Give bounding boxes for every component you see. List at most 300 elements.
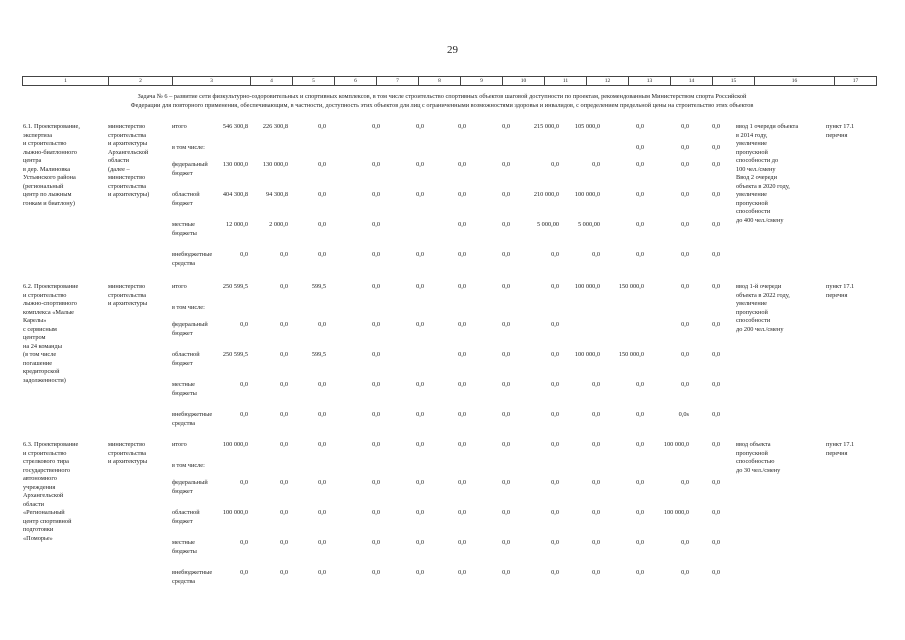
funding-value: 0,0: [458, 123, 466, 130]
funding-value: 599,5: [311, 351, 326, 358]
activity-name-line: центр по лыжным: [23, 191, 72, 198]
activity-name-line: центром: [23, 334, 46, 341]
funding-value: 105 000,0: [574, 123, 600, 130]
funding-value: 0,0: [592, 539, 600, 546]
funding-value: 12 000,0: [225, 221, 248, 228]
funding-source-label: внебюджетные: [172, 411, 213, 418]
funding-value: 0,0: [592, 251, 600, 258]
funding-value: 0,0: [592, 441, 600, 448]
expected-result-line: 100 чел./смену: [736, 165, 776, 173]
funding-value: 0,0: [416, 569, 424, 576]
funding-value: 0,0: [636, 441, 644, 448]
activity-name-line: центр спортивной: [23, 517, 72, 525]
funding-value: 0,0: [502, 161, 510, 168]
activity-name-line: в дер. Малиновка: [23, 165, 71, 173]
funding-value: 404 300,8: [222, 191, 248, 198]
column-number-header: [22, 76, 877, 86]
funding-source-label: бюджет: [172, 517, 193, 525]
executor-line: и архитектуры: [108, 300, 148, 307]
reference-line: перечня: [826, 291, 848, 299]
expected-result-line: пропускной: [736, 199, 768, 207]
funding-value: 130 000,0: [262, 161, 288, 168]
funding-value: 150 000,0: [618, 283, 644, 290]
activity-name-line: и строительство: [23, 140, 67, 147]
funding-value: 0,0: [712, 569, 720, 576]
funding-value: 0,0: [372, 441, 380, 448]
funding-value: 0,0: [372, 381, 380, 388]
funding-value: 0,0: [592, 479, 600, 486]
page-number: 29: [447, 44, 458, 56]
funding-value: 0,0: [712, 283, 720, 290]
funding-value: 0,0: [372, 283, 380, 290]
funding-value: 0,0: [240, 381, 248, 388]
funding-value: 0,0: [551, 381, 559, 388]
funding-value: 0,0: [458, 441, 466, 448]
expected-result-line: объекта в 2022 году,: [736, 291, 790, 299]
funding-value: 0,0: [502, 351, 510, 358]
executor-line: Архангельской: [108, 148, 149, 156]
funding-value: 0,0: [681, 479, 689, 486]
funding-source-label: бюджеты: [172, 229, 197, 237]
task-line: Задача № 6 – развитие сети физкультурно-оздоровительных и спортивных комплексов, в том числе строительство спортивных объектов шаговой доступности по проектам, рекомендованным Министерством спорта Российской: [137, 93, 747, 100]
expected-result-line: способности до: [736, 157, 779, 164]
funding-value: 0,0: [551, 479, 559, 486]
expected-result-line: объекта в 2020 году,: [736, 182, 790, 190]
funding-value: 0,0: [372, 221, 380, 228]
funding-value: 130 000,0: [222, 161, 248, 168]
column-number-12: 12: [587, 77, 629, 86]
funding-value: 250 599,5: [222, 283, 248, 290]
funding-source-label: областной: [172, 351, 200, 358]
task-line: Федерации для повторного применения, обеспечивающим, в частности, доступность этих объектов для лиц с ограниченными возможностями здоровья и инвалидов, с определением предельной цены на строительство этих объектов: [130, 102, 754, 109]
funding-value: 0,0: [681, 251, 689, 258]
activity-name-line: экспертиза: [23, 131, 53, 139]
funding-value: 150 000,0: [618, 351, 644, 358]
funding-value: 100 000,0: [222, 441, 248, 448]
column-number-5: 5: [293, 77, 335, 86]
executor-line: строительства: [108, 291, 147, 299]
funding-value: 226 300,8: [262, 123, 288, 130]
funding-value: 0,0: [681, 144, 689, 151]
expected-result-line: способности: [736, 208, 771, 215]
funding-value: 0,0: [712, 161, 720, 168]
activity-name-line: центра: [23, 157, 42, 164]
funding-source-label: итого: [172, 441, 187, 448]
funding-value: 0,0: [502, 539, 510, 546]
funding-value: 0,0: [592, 509, 600, 516]
column-number-7: 7: [377, 77, 419, 86]
funding-value: 0,0: [372, 569, 380, 576]
expected-result-line: ввод объекта: [736, 441, 771, 448]
funding-value: 0,0: [372, 351, 380, 358]
column-number-2: 2: [109, 77, 173, 86]
activity-name-line: «Региональный: [23, 509, 65, 516]
reference-line: перечня: [826, 449, 848, 457]
funding-value: 0,0: [636, 144, 644, 151]
funding-value: 0,0: [458, 161, 466, 168]
activity-name-line: и строительство: [23, 291, 67, 299]
funding-value: 0,0: [416, 123, 424, 130]
expected-result-line: ввод 1 очереди объекта: [736, 123, 799, 130]
column-number-1: 1: [23, 77, 109, 86]
funding-value: 250 599,5: [222, 351, 248, 358]
funding-value: 0,0: [318, 123, 326, 130]
funding-value: 100 000,0: [663, 441, 689, 448]
funding-source-label: в том числе:: [172, 144, 205, 151]
funding-value: 0,0: [318, 411, 326, 418]
funding-value: 100 000,0: [574, 283, 600, 290]
funding-value: 0,0: [636, 569, 644, 576]
funding-value: 0,0: [372, 123, 380, 130]
funding-value: 0,0: [318, 161, 326, 168]
funding-value: 0,0: [318, 221, 326, 228]
expected-result-line: до 400 чел./смену: [736, 216, 784, 224]
funding-value: 0,0: [318, 321, 326, 328]
funding-source-label: средства: [172, 419, 196, 427]
funding-value: 0,0: [372, 539, 380, 546]
funding-value: 0,0: [458, 351, 466, 358]
expected-result-line: увеличение: [736, 140, 767, 147]
funding-value: 0,0: [502, 441, 510, 448]
activity-name-line: с сервисным: [23, 325, 57, 333]
funding-value: 546 300,8: [222, 123, 248, 130]
funding-value: 0,0: [681, 283, 689, 290]
reference-line: перечня: [826, 131, 848, 139]
funding-value: 0,0: [502, 479, 510, 486]
funding-value: 0,0: [458, 479, 466, 486]
funding-source-label: областной: [172, 509, 200, 516]
column-number-16: 16: [755, 77, 835, 86]
funding-source-label: местные: [172, 539, 195, 546]
executor-line: строительства: [108, 182, 147, 190]
funding-value: 0,0: [592, 161, 600, 168]
funding-value: 0,0: [416, 381, 424, 388]
funding-value: 0,0: [372, 321, 380, 328]
executor-line: и архитектуры: [108, 458, 148, 465]
funding-value: 0,0: [712, 123, 720, 130]
funding-value: 0,0: [240, 569, 248, 576]
funding-value: 0,0: [458, 381, 466, 388]
funding-value: 0,0: [636, 221, 644, 228]
funding-value: 0,0: [280, 381, 288, 388]
activity-name-line: комплекса «Малые: [23, 308, 74, 316]
funding-value: 0,0: [280, 283, 288, 290]
activity-name-line: 6.1. Проектирование,: [23, 123, 80, 130]
funding-value: 0,0: [280, 351, 288, 358]
funding-value: 0,0: [551, 161, 559, 168]
executor-line: строительства: [108, 131, 147, 139]
funding-value: 0,0: [712, 441, 720, 448]
funding-value: 0,0: [551, 569, 559, 576]
funding-value: 0,0: [712, 191, 720, 198]
column-number-13: 13: [629, 77, 671, 86]
funding-value: 0,0: [372, 509, 380, 516]
funding-value: 0,0: [681, 221, 689, 228]
funding-source-label: бюджеты: [172, 389, 197, 397]
funding-value: 0,0: [636, 123, 644, 130]
funding-value: 0,0: [681, 381, 689, 388]
funding-value: 0,0: [712, 351, 720, 358]
funding-value: 0,0: [318, 441, 326, 448]
funding-value: 0,0: [551, 411, 559, 418]
funding-value: 0,0: [458, 569, 466, 576]
funding-value: 0,0: [502, 191, 510, 198]
funding-value: 0,0: [681, 161, 689, 168]
funding-value: 0,0: [712, 381, 720, 388]
activity-name-line: (региональный: [23, 182, 64, 190]
expected-result-line: в 2014 году,: [736, 131, 768, 139]
activity-name-line: на 24 команды: [23, 342, 62, 350]
funding-value: 0,0: [712, 509, 720, 516]
funding-value: 0,0: [280, 441, 288, 448]
funding-value: 0,0: [416, 479, 424, 486]
funding-value: 0,0: [712, 144, 720, 151]
funding-value: 0,0: [416, 441, 424, 448]
funding-value: 0,0: [318, 569, 326, 576]
funding-value: 0,0: [636, 539, 644, 546]
funding-value: 0,0: [636, 251, 644, 258]
funding-value: 0,0: [280, 569, 288, 576]
funding-source-label: в том числе:: [172, 304, 205, 311]
funding-source-label: областной: [172, 191, 200, 198]
funding-value: 100 000,0: [574, 191, 600, 198]
funding-value: 0,0: [458, 251, 466, 258]
funding-value: 0,0: [551, 539, 559, 546]
funding-value: 94 300,8: [265, 191, 288, 198]
funding-value: 0,0: [502, 411, 510, 418]
funding-value: 0,0: [240, 411, 248, 418]
column-number-14: 14: [671, 77, 713, 86]
funding-value: 0,0: [712, 251, 720, 258]
executor-line: строительства: [108, 449, 147, 457]
funding-value: 0,0: [458, 283, 466, 290]
funding-value: 0,0: [318, 251, 326, 258]
expected-result-line: до 30 чел./смену: [736, 466, 781, 474]
funding-value: 0,0: [416, 539, 424, 546]
funding-value: 0,0: [372, 251, 380, 258]
expected-result-line: способности: [736, 317, 771, 324]
funding-value: 0,0: [636, 411, 644, 418]
funding-value: 0,0: [240, 479, 248, 486]
funding-source-label: бюджет: [172, 199, 193, 207]
funding-value: 0,0: [416, 191, 424, 198]
executor-line: министерство: [108, 174, 146, 181]
funding-source-label: бюджет: [172, 487, 193, 495]
funding-value: 0,0: [681, 321, 689, 328]
funding-value: 0,0: [712, 221, 720, 228]
executor-line: (далее –: [108, 165, 130, 173]
funding-value: 0,0: [681, 539, 689, 546]
funding-value: 0,0: [318, 509, 326, 516]
funding-value: 0,0: [458, 411, 466, 418]
funding-source-label: федеральный: [172, 321, 208, 328]
funding-value: 5 000,00: [536, 221, 559, 228]
funding-value: 0,0: [712, 479, 720, 486]
activity-name-line: кредиторской: [23, 368, 60, 375]
funding-value: 0,0: [318, 381, 326, 388]
funding-value: 0,0s: [678, 411, 689, 418]
activity-name-line: государственного: [23, 466, 71, 474]
executor-line: и архитектуры): [108, 191, 150, 198]
funding-value: 0,0: [280, 251, 288, 258]
activity-name-line: гонкам и биатлону): [23, 199, 75, 207]
funding-source-label: внебюджетные: [172, 569, 213, 576]
funding-value: 0,0: [458, 191, 466, 198]
funding-value: 0,0: [416, 509, 424, 516]
funding-value: 0,0: [416, 251, 424, 258]
funding-value: 215 000,0: [533, 123, 559, 130]
expected-result-line: увеличение: [736, 300, 767, 307]
expected-result-line: Ввод 2 очереди: [736, 174, 777, 181]
funding-value: 0,0: [458, 321, 466, 328]
funding-source-label: местные: [172, 381, 195, 388]
funding-value: 100 000,0: [574, 351, 600, 358]
funding-value: 0,0: [318, 539, 326, 546]
executor-line: области: [108, 157, 130, 164]
funding-source-label: внебюджетные: [172, 251, 213, 258]
executor-line: министерство: [108, 441, 146, 448]
column-number-6: 6: [335, 77, 377, 86]
funding-value: 100 000,0: [663, 509, 689, 516]
activity-name-line: лыжно-спортивного: [23, 300, 77, 307]
funding-value: 0,0: [502, 569, 510, 576]
funding-source-label: в том числе:: [172, 462, 205, 469]
expected-result-line: пропускной: [736, 148, 768, 156]
funding-value: 0,0: [318, 479, 326, 486]
activity-name-line: «Поморье»: [23, 534, 53, 542]
activity-name-line: погашение: [23, 359, 53, 367]
funding-source-label: бюджет: [172, 359, 193, 367]
funding-source-label: федеральный: [172, 479, 208, 486]
funding-value: 0,0: [502, 381, 510, 388]
funding-value: 0,0: [502, 321, 510, 328]
funding-value: 0,0: [636, 161, 644, 168]
column-number-3: 3: [173, 77, 251, 86]
expected-result-line: пропускной: [736, 308, 768, 316]
expected-result-line: увеличение: [736, 191, 767, 198]
funding-value: 0,0: [551, 283, 559, 290]
funding-value: 0,0: [416, 321, 424, 328]
activity-name-line: учреждения: [23, 483, 56, 491]
activity-name-line: Архангельской: [23, 492, 64, 499]
funding-value: 0,0: [636, 509, 644, 516]
expected-result-line: пропускной: [736, 449, 768, 457]
activity-name-line: 6.2. Проектирование: [23, 283, 79, 290]
funding-value: 0,0: [681, 569, 689, 576]
funding-value: 0,0: [636, 479, 644, 486]
funding-source-label: местные: [172, 221, 195, 228]
funding-value: 0,0: [712, 321, 720, 328]
funding-value: 0,0: [502, 509, 510, 516]
funding-value: 100 000,0: [222, 509, 248, 516]
funding-value: 0,0: [502, 221, 510, 228]
funding-value: 0,0: [502, 251, 510, 258]
funding-value: 2 000,0: [269, 221, 288, 228]
funding-value: 0,0: [416, 161, 424, 168]
funding-value: 0,0: [681, 191, 689, 198]
funding-source-label: бюджет: [172, 169, 193, 177]
column-number-8: 8: [419, 77, 461, 86]
funding-value: 0,0: [458, 221, 466, 228]
column-number-15: 15: [713, 77, 755, 86]
funding-value: 210 000,0: [533, 191, 559, 198]
funding-value: 0,0: [240, 251, 248, 258]
expected-result-line: до 200 чел./смену: [736, 325, 784, 333]
activity-name-line: и строительство: [23, 449, 67, 457]
funding-source-label: федеральный: [172, 161, 208, 168]
funding-source-label: итого: [172, 283, 187, 290]
funding-source-label: средства: [172, 577, 196, 585]
activity-name-line: лыжно-биатлонного: [23, 148, 77, 156]
funding-value: 0,0: [458, 509, 466, 516]
funding-value: 0,0: [712, 411, 720, 418]
funding-value: 0,0: [712, 539, 720, 546]
funding-value: 0,0: [502, 123, 510, 130]
activity-name-line: автономного: [23, 475, 57, 482]
funding-value: 0,0: [592, 569, 600, 576]
funding-value: 0,0: [416, 411, 424, 418]
activity-name-line: Устьянского района: [23, 174, 76, 181]
funding-value: 0,0: [551, 441, 559, 448]
funding-value: 0,0: [551, 321, 559, 328]
funding-value: 0,0: [280, 321, 288, 328]
activity-name-line: области: [23, 500, 45, 508]
funding-value: 0,0: [592, 411, 600, 418]
activity-name-line: (в том числе: [23, 351, 57, 358]
funding-value: 0,0: [502, 283, 510, 290]
reference-line: пункт 17.1: [826, 283, 855, 290]
column-number-9: 9: [461, 77, 503, 86]
column-number-10: 10: [503, 77, 545, 86]
funding-value: 0,0: [280, 479, 288, 486]
reference-line: пункт 17.1: [826, 123, 855, 130]
funding-value: 0,0: [636, 381, 644, 388]
column-number-17: 17: [835, 77, 877, 86]
activity-name-line: задолженности): [23, 376, 66, 384]
funding-value: 0,0: [240, 321, 248, 328]
funding-value: 599,5: [311, 283, 326, 290]
funding-value: 0,0: [280, 411, 288, 418]
reference-line: пункт 17.1: [826, 441, 855, 448]
funding-value: 0,0: [551, 251, 559, 258]
activity-name-line: стрелкового тира: [23, 458, 69, 465]
funding-value: 0,0: [240, 539, 248, 546]
funding-value: 0,0: [280, 509, 288, 516]
funding-value: 0,0: [416, 283, 424, 290]
funding-source-label: итого: [172, 123, 187, 130]
task-description: [22, 92, 862, 110]
funding-value: 0,0: [551, 351, 559, 358]
funding-value: 0,0: [592, 381, 600, 388]
funding-value: 0,0: [551, 509, 559, 516]
funding-value: 0,0: [372, 479, 380, 486]
column-number-11: 11: [545, 77, 587, 86]
executor-line: министерство: [108, 283, 146, 290]
funding-value: 0,0: [318, 191, 326, 198]
funding-value: 0,0: [372, 191, 380, 198]
funding-source-label: бюджет: [172, 329, 193, 337]
expected-result-line: ввод 1-й очереди: [736, 283, 782, 290]
funding-source-label: средства: [172, 259, 196, 267]
funding-value: 0,0: [636, 191, 644, 198]
funding-value: 0,0: [681, 123, 689, 130]
column-number-4: 4: [251, 77, 293, 86]
funding-value: 5 000,00: [577, 221, 600, 228]
funding-value: 0,0: [458, 539, 466, 546]
executor-line: и архитектуры: [108, 140, 148, 147]
funding-value: 0,0: [280, 539, 288, 546]
activity-name-line: Карелы»: [23, 317, 47, 324]
